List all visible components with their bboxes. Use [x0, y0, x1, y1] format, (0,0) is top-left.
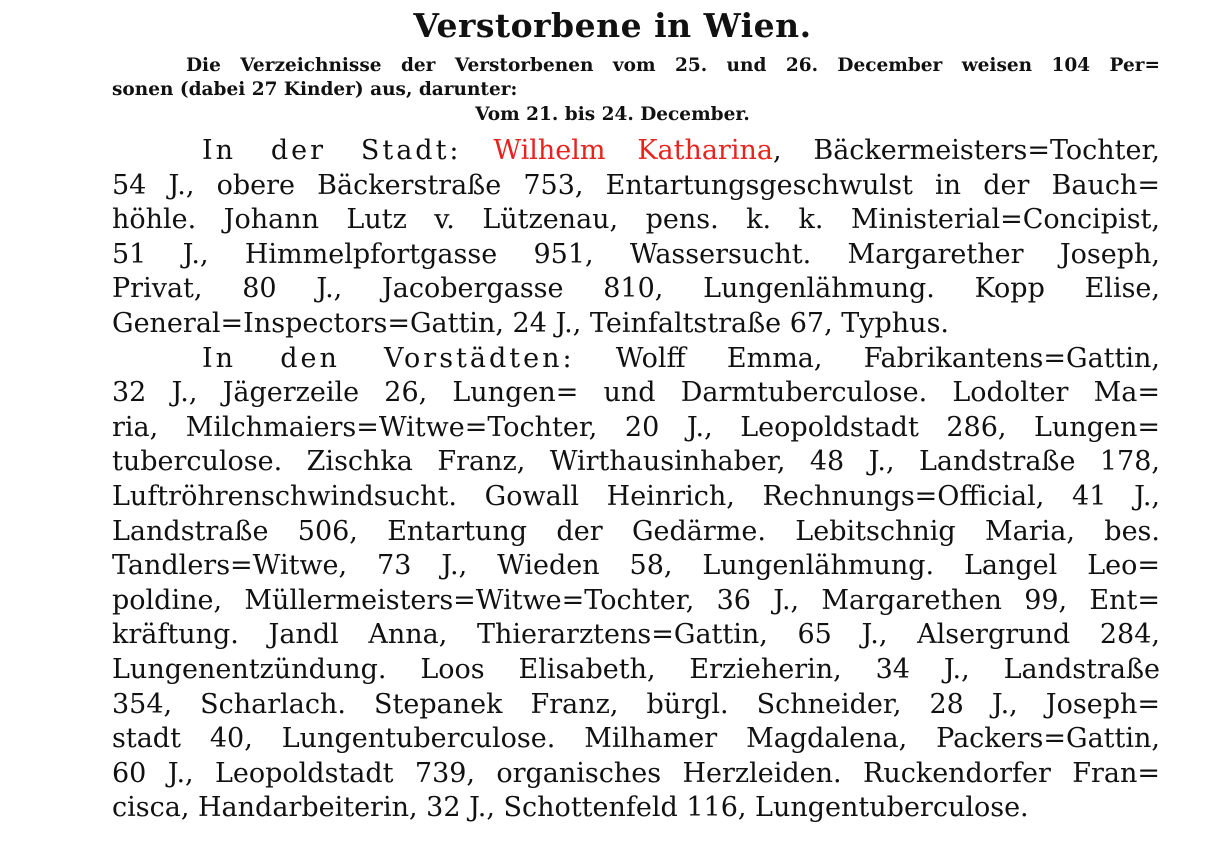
highlighted-name: Wilhelm Katharina: [493, 135, 773, 166]
intro-line-1: Die Verzeichnisse der Verstorbenen vom 25. und 26. December weisen 104 Per=: [186, 55, 1160, 76]
suburbs-line: cisca, Handarbeiterin, 32 J., Schottenfeld 116, Lungentuberculose.: [112, 792, 1029, 824]
suburbs-line: tuberculose. Zischka Franz, Wirthausinhaber, 48 J., Landstraße 178,: [112, 446, 1160, 478]
suburbs-line-text: Wolff Emma, Fabrikantens=Gattin,: [574, 342, 1160, 374]
city-section-first-line: [112, 134, 1160, 169]
suburbs-section-first-line: [112, 342, 1160, 377]
city-line: General=Inspectors=Gattin, 24 J., Teinfaltstraße 67, Typhus.: [112, 307, 950, 339]
suburbs-line: 60 J., Leopoldstadt 739, organisches Herzleiden. Ruckendorfer Fran=: [112, 757, 1160, 789]
city-line: höhle. Johann Lutz v. Lützenau, pens. k. k. Ministerial=Concipist,: [112, 204, 1160, 236]
suburbs-line: ria, Milchmaiers=Witwe=Tochter, 20 J., Leopoldstadt 286, Lungen=: [112, 411, 1160, 443]
city-section-label: In der Stadt:: [202, 135, 462, 166]
suburbs-line: kräftung. Jandl Anna, Thierarztens=Gattin, 65 J., Alsergrund 284,: [112, 619, 1160, 651]
suburbs-line: stadt 40, Lungentuberculose. Milhamer Magdalena, Packers=Gattin,: [112, 723, 1160, 755]
city-line: 54 J., obere Bäckerstraße 753, Entartungsgeschwulst in der Bauch=: [112, 169, 1160, 201]
city-line-text: , Bäckermeisters=Tochter,: [772, 135, 1160, 166]
city-line: 51 J., Himmelpfortgasse 951, Wassersucht. Margarether Joseph,: [112, 238, 1160, 270]
suburbs-line: Tandlers=Witwe, 73 J., Wieden 58, Lungenlähmung. Langel Leo=: [112, 550, 1160, 582]
intro-paragraph: [112, 54, 1160, 102]
page-title: Verstorbene in Wien.: [413, 6, 812, 45]
obituary-body: [112, 134, 1160, 826]
city-line: Privat, 80 J., Jacobergasse 810, Lungenlähmung. Kopp Elise,: [112, 273, 1160, 305]
date-range-subheading: Vom 21. bis 24. December.: [475, 104, 750, 125]
suburbs-line: poldine, Müllermeisters=Witwe=Tochter, 36 J., Margarethen 99, Ent=: [112, 584, 1160, 616]
suburbs-line: Lungenentzündung. Loos Elisabeth, Erzieherin, 34 J., Landstraße: [112, 653, 1160, 685]
suburbs-line: Landstraße 506, Entartung der Gedärme. Lebitschnig Maria, bes.: [112, 515, 1160, 547]
suburbs-line: 32 J., Jägerzeile 26, Lungen= und Darmtuberculose. Lodolter Ma=: [112, 377, 1160, 409]
suburbs-line: 354, Scharlach. Stepanek Franz, bürgl. Schneider, 28 J., Joseph=: [112, 688, 1160, 720]
intro-line-2: sonen (dabei 27 Kinder) aus, darunter:: [112, 79, 518, 100]
suburbs-line: Luftröhrenschwindsucht. Gowall Heinrich, Rechnungs=Official, 41 J.,: [112, 480, 1160, 512]
suburbs-section-label: In den Vorstädten:: [202, 342, 575, 374]
